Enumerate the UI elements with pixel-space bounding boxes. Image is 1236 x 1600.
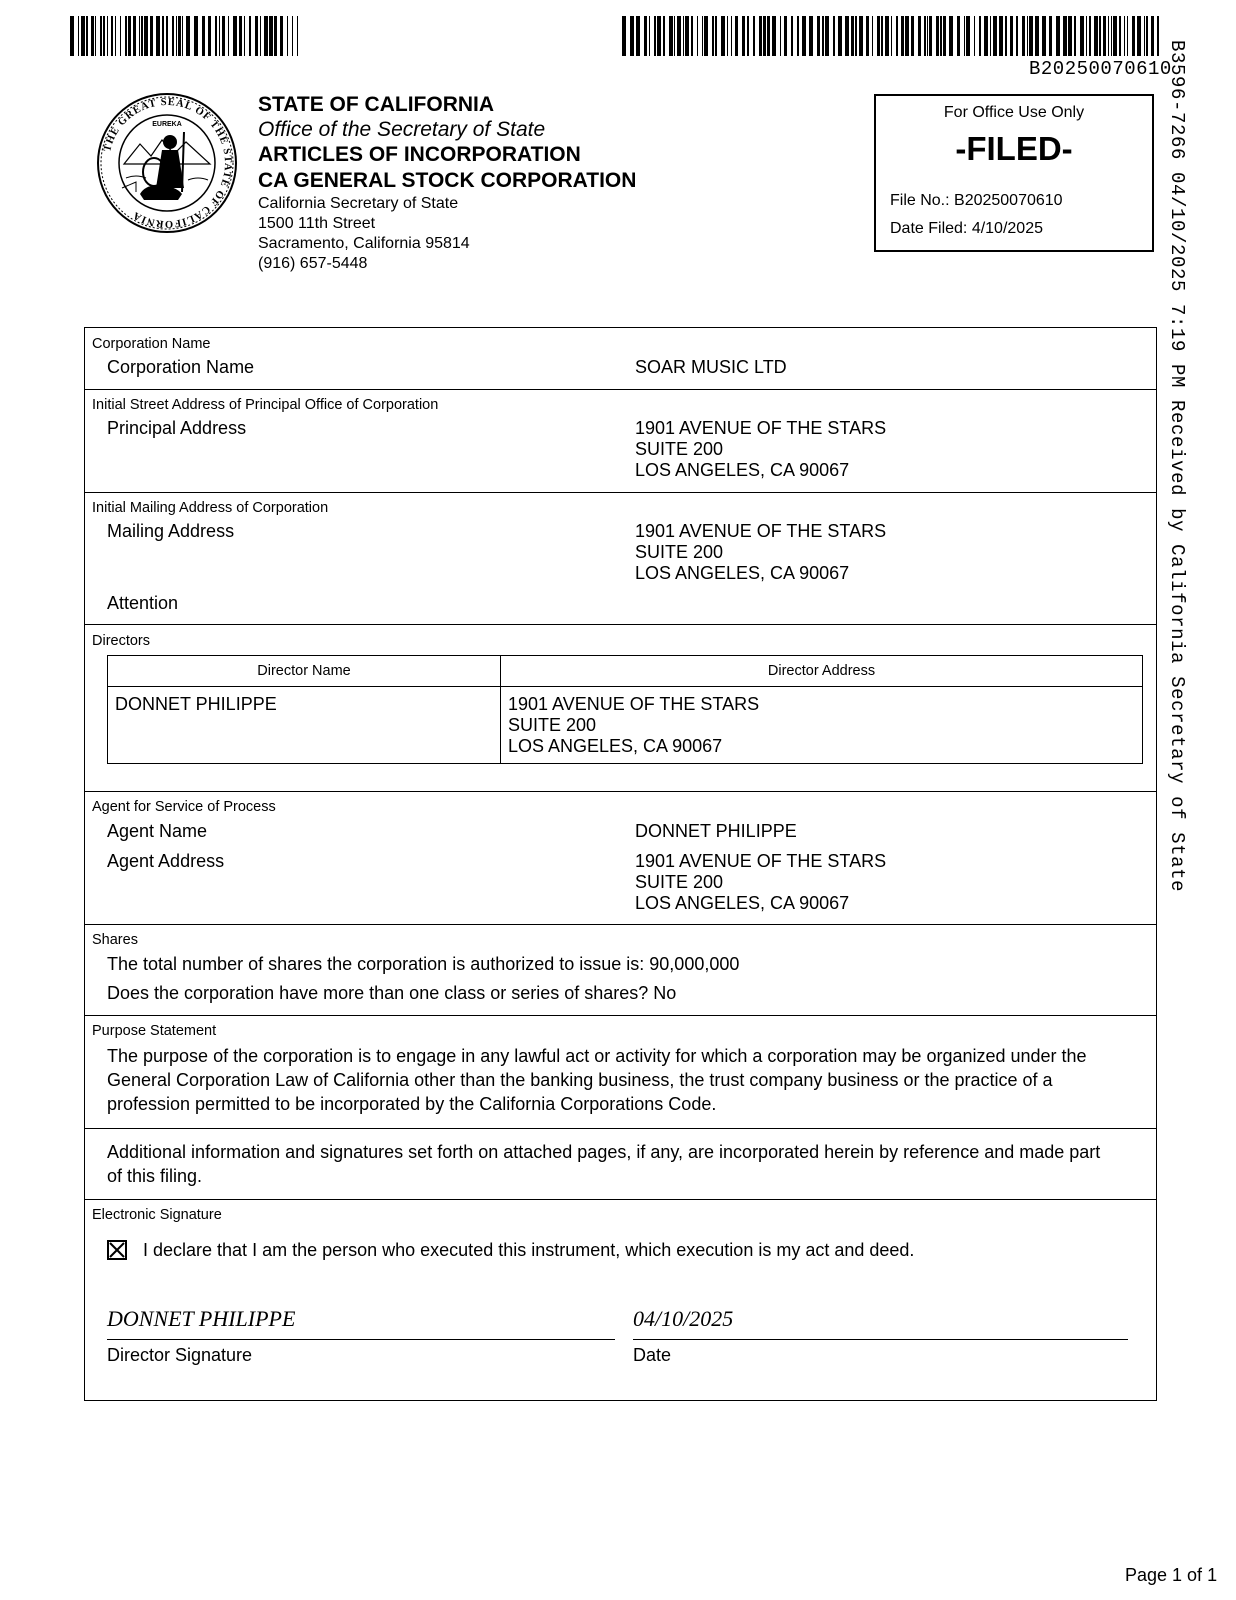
barcode-bar <box>979 16 981 56</box>
mailing-address-line-3: LOS ANGELES, CA 90067 <box>635 563 850 583</box>
page-number: Page 1 of 1 <box>1125 1565 1218 1585</box>
barcode-bar <box>940 16 942 56</box>
barcode-bar <box>759 16 762 56</box>
barcode-bar <box>239 16 242 56</box>
header-state: STATE OF CALIFORNIA <box>258 93 495 116</box>
section-electronic-signature <box>85 1200 1156 1400</box>
barcode-bar <box>144 16 148 56</box>
principal-address-line-1: 1901 AVENUE OF THE STARS <box>635 418 887 438</box>
directors-table <box>107 655 1143 764</box>
barcode-bar <box>115 16 116 56</box>
principal-address-label: Principal Address <box>107 418 247 438</box>
barcode-bar <box>877 16 880 56</box>
barcode-bar <box>712 16 714 56</box>
barcode-bar <box>927 16 928 56</box>
mailing-address-line-2: SUITE 200 <box>635 542 724 562</box>
check-x-icon <box>109 1242 125 1258</box>
barcode-bar <box>964 16 965 56</box>
barcode-bar <box>838 16 842 56</box>
barcode-bar <box>677 16 681 56</box>
barcode-bar <box>901 16 904 56</box>
barcode-bar <box>141 16 143 56</box>
barcode-bar <box>103 16 105 56</box>
barcode-bar <box>1074 16 1076 56</box>
section-label: Directors <box>92 633 151 649</box>
section-principal-address <box>85 390 1156 493</box>
barcode-bar <box>1124 16 1125 56</box>
barcode-bar <box>833 16 835 56</box>
agent-address-line-3: LOS ANGELES, CA 90067 <box>635 893 850 913</box>
barcode-bar <box>1103 16 1106 56</box>
barcode-bar <box>797 16 799 56</box>
section-label: Electronic Signature <box>92 1207 222 1223</box>
attention-label: Attention <box>107 593 179 613</box>
barcode-bar <box>1022 16 1025 56</box>
office-use-label: For Office Use Only <box>943 104 1085 121</box>
barcode-bar <box>1113 16 1117 56</box>
barcode-bar <box>984 16 988 56</box>
barcode-bar <box>636 16 640 56</box>
director-name-cell: DONNET PHILIPPE <box>108 687 501 764</box>
articles-form <box>84 327 1157 1401</box>
date-line <box>633 1339 1128 1340</box>
director-address-header: Director Address <box>501 656 1143 687</box>
barcode-bar <box>81 16 85 56</box>
barcode-bar <box>107 16 108 56</box>
barcode-bar <box>747 16 749 56</box>
barcode-bar <box>685 16 689 56</box>
barcode-bar <box>139 16 140 56</box>
barcode-bar <box>924 16 926 56</box>
additional-info-text: Additional information and signatures set forth on attached pages, if any, are incorporated herein by reference and made part of this filing. <box>107 1142 1101 1186</box>
barcode-bar <box>1127 16 1128 56</box>
barcode-bar <box>872 16 873 56</box>
section-label: Corporation Name <box>92 336 211 352</box>
barcode-bar <box>1056 16 1060 56</box>
barcode-bar <box>822 16 824 56</box>
barcode-bar <box>95 16 96 56</box>
barcode-bar <box>222 16 225 56</box>
barcode-bar <box>936 16 939 56</box>
declaration-checkbox[interactable] <box>107 1240 127 1260</box>
barcode-number: B20250070610 <box>1029 58 1172 80</box>
barcode-bar <box>943 16 946 56</box>
barcode-bar <box>966 16 970 56</box>
barcode-bar <box>208 16 211 56</box>
principal-address-line-2: SUITE 200 <box>635 439 724 459</box>
barcode-bar <box>957 16 960 56</box>
barcode-bar <box>999 16 1003 56</box>
date-label: Date <box>633 1345 672 1365</box>
barcode-bar <box>683 16 684 56</box>
barcode-bar <box>780 16 781 56</box>
barcode-bar <box>287 16 288 56</box>
section-agent <box>85 792 1156 925</box>
barcode-bar <box>100 16 102 56</box>
barcode-bar <box>194 16 198 56</box>
seal-text: THE GREAT SEAL OF THE STATE OF CALIFORNIA <box>102 96 234 230</box>
header-address-1: California Secretary of State <box>258 195 459 212</box>
barcode-bar <box>1027 16 1028 56</box>
barcode-bar <box>974 16 975 56</box>
director-address-line-1: 1901 AVENUE OF THE STARS <box>508 694 760 714</box>
director-signature-label: Director Signature <box>107 1345 253 1365</box>
section-directors <box>85 625 1156 792</box>
barcode-bar <box>674 16 675 56</box>
barcode-bar <box>622 16 626 56</box>
barcode-bar <box>731 16 732 56</box>
barcode-bar <box>219 16 220 56</box>
section-mailing-address <box>85 493 1156 625</box>
barcode-bar <box>772 16 776 56</box>
barcode-bar <box>1094 16 1098 56</box>
barcode-bar <box>202 16 205 56</box>
barcode-bar <box>704 16 708 56</box>
file-number: File No.: B20250070610 <box>890 192 1063 209</box>
barcode-bar <box>881 16 883 56</box>
barcode-bar <box>297 16 298 56</box>
table-row <box>108 687 1143 764</box>
barcode-bar <box>1111 16 1112 56</box>
barcode-bar <box>905 16 909 56</box>
barcode-bar <box>176 16 177 56</box>
barcode-left <box>70 16 302 56</box>
barcode-bar <box>866 16 869 56</box>
filed-status: -FILED- <box>955 130 1073 167</box>
header-address-2: 1500 11th Street <box>258 215 376 232</box>
director-name-header: Director Name <box>108 656 501 687</box>
director-address-line-2: SUITE 200 <box>508 715 597 735</box>
barcode-bar <box>1146 16 1148 56</box>
barcode-bar <box>166 16 168 56</box>
barcode-bar <box>1010 16 1013 56</box>
barcode-bar <box>802 16 806 56</box>
section-label: Shares <box>92 932 138 948</box>
barcode-bar <box>91 16 94 56</box>
barcode-bar <box>260 16 261 56</box>
barcode-bar <box>1144 16 1145 56</box>
barcode-bar <box>896 16 898 56</box>
header-office: Office of the Secretary of State <box>258 118 546 141</box>
director-address-cell <box>501 687 1143 764</box>
section-label: Initial Mailing Address of Corporation <box>92 500 329 516</box>
barcode-bar <box>1068 16 1072 56</box>
barcode-bar <box>228 16 229 56</box>
barcode-bar <box>851 16 854 56</box>
section-corporation-name <box>85 328 1156 390</box>
mailing-address-line-1: 1901 AVENUE OF THE STARS <box>635 521 887 541</box>
signature-date: 04/10/2025 <box>633 1306 734 1331</box>
agent-address-line-2: SUITE 200 <box>635 872 724 892</box>
header-phone: (916) 657-5448 <box>258 255 368 272</box>
section-purpose <box>85 1016 1156 1129</box>
barcode-bar <box>186 16 190 56</box>
barcode-bar <box>249 16 251 56</box>
agent-name-label: Agent Name <box>107 821 208 841</box>
principal-address-line-3: LOS ANGELES, CA 90067 <box>635 460 850 480</box>
barcode-bar <box>233 16 237 56</box>
section-label: Initial Street Address of Principal Office of Corporation <box>92 397 439 413</box>
barcode-bar <box>911 16 914 56</box>
agent-address-label: Agent Address <box>107 851 225 871</box>
barcode-right <box>622 16 1162 56</box>
barcode-bar <box>1132 16 1135 56</box>
barcode-bar <box>162 16 164 56</box>
barcode-bar <box>630 16 634 56</box>
barcode-bar <box>1099 16 1101 56</box>
state-seal-icon <box>96 92 238 234</box>
date-filed: Date Filed: 4/10/2025 <box>890 220 1043 237</box>
barcode-bar <box>727 16 728 56</box>
barcode-bar <box>763 16 766 56</box>
barcode-bar <box>1119 16 1121 56</box>
barcode-bar <box>721 16 725 56</box>
barcode-bar <box>825 16 829 56</box>
barcode-bar <box>742 16 745 56</box>
barcode-bar <box>767 16 770 56</box>
barcode-bar <box>1086 16 1087 56</box>
barcode-bar <box>891 16 892 56</box>
barcode-bar <box>1080 16 1084 56</box>
agent-name-value: DONNET PHILIPPE <box>635 821 797 841</box>
purpose-text: The purpose of the corporation is to engage in any lawful act or activity for which a corporation may be organized under the General Corporation Law of California other than the banking business, the trust company business or the practice of a profession permitted to be incorporated by the California Corporations Code. <box>107 1046 1087 1114</box>
barcode-bar <box>715 16 717 56</box>
barcode-bar <box>1151 16 1154 56</box>
shares-classes: Does the corporation have more than one class or series of shares? No <box>107 983 677 1003</box>
barcode-bar <box>70 16 74 56</box>
barcode-bar <box>817 16 820 56</box>
barcode-bar <box>657 16 661 56</box>
barcode-bar <box>855 16 857 56</box>
director-signature: DONNET PHILIPPE <box>107 1306 296 1331</box>
header-address-3: Sacramento, California 95814 <box>258 235 470 252</box>
barcode-bar <box>172 16 174 56</box>
barcode-bar <box>929 16 932 56</box>
barcode-bar <box>280 16 283 56</box>
barcode-bar <box>649 16 650 56</box>
signature-line <box>107 1339 615 1340</box>
barcode-bar <box>1005 16 1007 56</box>
seal-motto: EUREKA <box>152 121 182 128</box>
barcode-bar <box>1157 16 1159 56</box>
header-form-subtitle: CA GENERAL STOCK CORPORATION <box>258 169 637 192</box>
barcode-bar <box>1137 16 1141 56</box>
barcode-bar <box>78 16 79 56</box>
barcode-bar <box>918 16 921 56</box>
barcode-bar <box>885 16 889 56</box>
barcode-bar <box>156 16 160 56</box>
corporation-name-value: SOAR MUSIC LTD <box>635 357 787 377</box>
barcode-bar <box>150 16 153 56</box>
received-stamp: B3596-7266 04/10/2025 7:19 PM Received by California Secretary of State <box>1166 40 1188 893</box>
barcode-bar <box>274 16 277 56</box>
barcode-bar <box>1108 16 1109 56</box>
mailing-address-label: Mailing Address <box>107 521 235 541</box>
barcode-bar <box>1049 16 1052 56</box>
barcode-bar <box>128 16 131 56</box>
barcode-bar <box>784 16 787 56</box>
table-header-row <box>108 656 1143 687</box>
barcode-bar <box>949 16 953 56</box>
barcode-bar <box>1042 16 1046 56</box>
agent-address-line-1: 1901 AVENUE OF THE STARS <box>635 851 887 871</box>
barcode-bar <box>178 16 181 56</box>
director-address-line-3: LOS ANGELES, CA 90067 <box>508 736 723 756</box>
barcode-bar <box>1035 16 1039 56</box>
barcode-bar <box>1029 16 1033 56</box>
barcode-bar <box>244 16 245 56</box>
section-label: Purpose Statement <box>92 1023 217 1039</box>
barcode-bar <box>993 16 997 56</box>
section-additional-info <box>85 1129 1156 1200</box>
barcode-bar <box>269 16 273 56</box>
header-form-title: ARTICLES OF INCORPORATION <box>258 143 581 166</box>
barcode-bar <box>791 16 793 56</box>
barcode-bar <box>125 16 127 56</box>
declaration-text: I declare that I am the person who executed this instrument, which execution is my act and deed. <box>143 1240 915 1260</box>
barcode-bar <box>133 16 136 56</box>
section-label: Agent for Service of Process <box>92 799 276 815</box>
barcode-bar <box>654 16 656 56</box>
barcode-bar <box>1089 16 1091 56</box>
barcode-bar <box>990 16 991 56</box>
barcode-bar <box>702 16 703 56</box>
barcode-bar <box>669 16 673 56</box>
barcode-bar <box>753 16 755 56</box>
office-use-box <box>874 94 1154 252</box>
barcode-bar <box>644 16 647 56</box>
barcode-bar <box>182 16 183 56</box>
barcode-bar <box>255 16 258 56</box>
barcode-bar <box>809 16 813 56</box>
section-shares <box>85 925 1156 1016</box>
barcode-bar <box>663 16 665 56</box>
barcode-bar <box>111 16 113 56</box>
shares-authorized: The total number of shares the corporation is authorized to issue is: 90,000,000 <box>107 954 740 974</box>
barcode-bar <box>264 16 268 56</box>
barcode-bar <box>697 16 698 56</box>
barcode-bar <box>120 16 121 56</box>
barcode-bar <box>292 16 293 56</box>
barcode-bar <box>735 16 738 56</box>
barcode-bar <box>691 16 693 56</box>
barcode-bar <box>1016 16 1018 56</box>
corporation-name-label: Corporation Name <box>107 357 255 377</box>
barcode-bar <box>215 16 217 56</box>
barcode-bar <box>86 16 88 56</box>
barcode-bar <box>1063 16 1067 56</box>
barcode-bar <box>859 16 863 56</box>
barcode-bar <box>845 16 849 56</box>
